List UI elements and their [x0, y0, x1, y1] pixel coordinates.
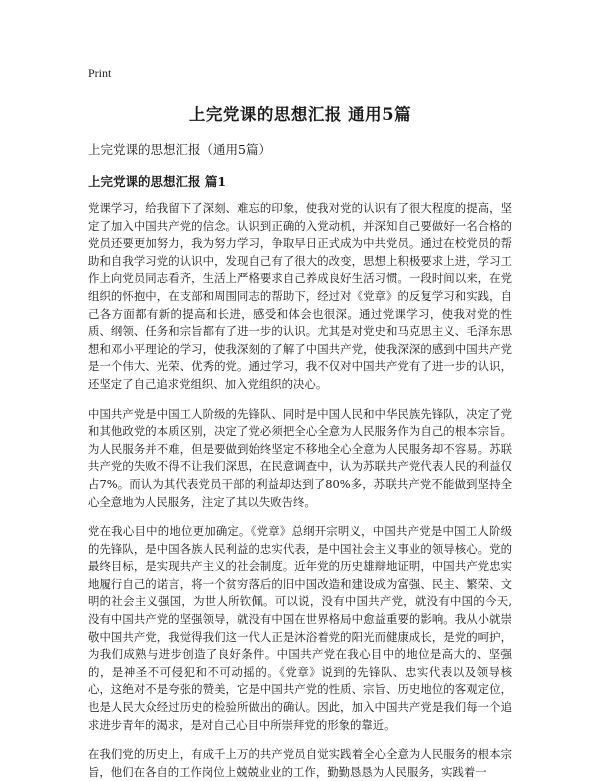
document-subtitle: 上完党课的思想汇报（通用5篇） [88, 142, 271, 157]
document-title: 上完党课的思想汇报 通用5篇 [188, 105, 412, 124]
paragraph-3: 党在我心目中的地位更加确定。《党章》总纲开宗明义，中国共产党是中国工人阶级的先锋队，是中国各族人民利益的忠实代表，是中国社会主义事业的领导核心。党的最终目标，是实现共产主义的社会制度。近年党的历史雄辩地证明，中国共产党忠实地履行自己的诺言，将一个贫穷落后的旧中国改造和建设成为富强、民主、繁荣、文明的社会主义强国，为世人所钦佩。可以说，没有中国共产党，就没有中国的今天,没有中国共产党的坚强领导，就没有中国在世界格局中愈益重要的影响。我从小就崇敬中国共产党，我觉得我们这一代人正是沐浴着党的阳光而健康成长，是党的呵护，为我们成熟与进步创造了良好条件。中国共产党在我心目中的地位是高大的、坚强的，是神圣不可侵犯和不可动摇的。《党章》说到的先锋队、忠实代表以及领导核心，这绝对不是夸张的赞美，它是中国共产党的性质、宗旨、历史地位的客观定位，也是人民大众经过历史的检验所做出的确认。因此，加入中国共产党是我们每一个追求进步青年的渴求，是对自己心目中所崇拜党的形象的靠近。 [88, 524, 512, 732]
paragraph-4: 在我们党的历史上，有成千上万的共产党员自觉实践着全心全意为人民服务的根本宗旨，他们在各自的工作岗位上兢兢业业的工作，勤勤恳恳为人民服务，实践着一 [88, 747, 512, 779]
paragraph-1: 党课学习，给我留下了深刻、难忘的印象，使我对党的认识有了很大程度的提高，坚定了加入中国共产党的信念。认识到正确的入党动机，并深知自己要做好一名合格的党员还要更加努力，我为努力学习，争取早日正式成为中共党员。通过在校党员的帮助和自我学习党的认识中，发现自己有了很大的改变，思想上积极要求上进，学习工作上向党员同志看齐，生活上严格要求自己养成良好生活习惯。一段时间以来，在党组织的怀抱中，在支部和周围同志的帮助下，经过对《党章》的反复学习和实践，自己各方面都有新的提高和长进，感受和体会也很深。通过党课学习，使我对党的性质、纲领、任务和宗旨都有了进一步的认识。尤其是对党史和马克思主义、毛泽东思想和邓小平理论的学习，使我深刻的了解了中国共产党，使我深深的感到中国共产党是一个伟大、光荣、优秀的党。通过学习，我不仅对中国共产党有了进一步的认识，还坚定了自己追求党组织、加入党组织的决心。 [88, 201, 512, 391]
section-heading: 上完党课的思想汇报 篇1 [88, 174, 227, 189]
paragraph-2: 中国共产党是中国工人阶级的先锋队、同时是中国人民和中华民族先锋队，决定了党和其他政党的本质区别，决定了党必须把全心全意为人民服务作为自己的根本宗旨。为人民服务并不难，但是要做到始终坚定不移地全心全意为人民服务却不容易。苏联共产党的失败不得不让我们深思，在民意调查中，认为苏联共产党代表人民的利益仅占7%。而认为其代表党员干部的利益却达到了80%多，苏联共产党不能做到坚持全心全意地为人民服务，注定了其以失败告终。 [88, 406, 512, 509]
print-link[interactable]: Print [88, 66, 112, 80]
